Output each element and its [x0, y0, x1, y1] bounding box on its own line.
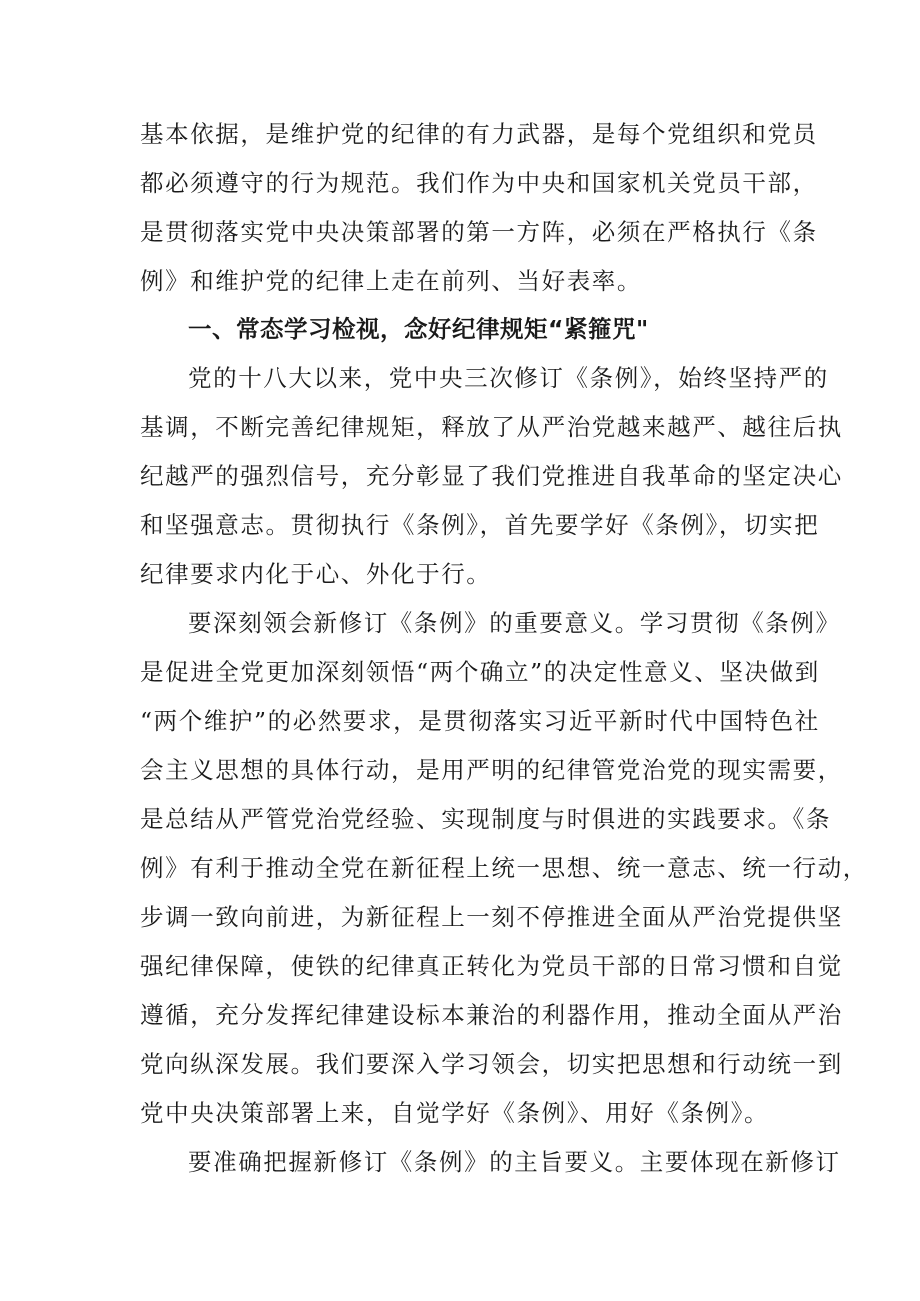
- text-line: 基调，不断完善纪律规矩，释放了从严治党越来越严、越往后执: [140, 413, 843, 441]
- text-line: 例》和维护党的纪律上走在前列、当好表率。: [140, 267, 642, 295]
- paragraph-first-line: 要准确把握新修订《条例》的主旨要义。主要体现在新修订: [188, 1148, 841, 1176]
- text-line: 会主义思想的具体行动，是用严明的纪律管党治党的现实需要，: [140, 756, 843, 784]
- paragraph-first-line: 要深刻领会新修订《条例》的重要意义。学习贯彻《条例》: [188, 609, 841, 637]
- text-line: 纪越严的强烈信号，充分彰显了我们党推进自我革命的坚定决心: [140, 462, 843, 490]
- text-line: 例》有利于推动全党在新征程上统一思想、统一意志、统一行动，: [140, 854, 868, 882]
- text-line: 纪律要求内化于心、外化于行。: [140, 560, 492, 588]
- text-line: 遵循，充分发挥纪律建设标本兼治的利器作用，推动全面从严治: [140, 1001, 843, 1029]
- text-line: 是贯彻落实党中央决策部署的第一方阵，必须在严格执行《条: [140, 218, 818, 246]
- text-line: 是总结从严管党治党经验、实现制度与时俱进的实践要求。《条: [140, 805, 832, 833]
- text-line: “两个维护”的必然要求，是贯彻落实习近平新时代中国特色社: [140, 707, 820, 735]
- text-line: 基本依据，是维护党的纪律的有力武器，是每个党组织和党员: [140, 120, 818, 148]
- text-line: 是促进全党更加深刻领悟“两个确立”的决定性意义、坚决做到: [140, 658, 820, 686]
- text-line: 步调一致向前进，为新征程上一刻不停推进全面从严治党提供坚: [140, 903, 843, 931]
- paragraph-first-line: 党的十八大以来，党中央三次修订《条例》，始终坚持严的: [188, 364, 829, 392]
- text-line: 党中央决策部署上来，自觉学好《条例》、用好《条例》。: [140, 1099, 770, 1127]
- text-line: 都必须遵守的行为规范。我们作为中央和国家机关党员干部，: [140, 169, 818, 197]
- section-heading: 一、常态学习检视，念好纪律规矩“紧箍咒": [188, 315, 649, 343]
- text-line: 和坚强意志。贯彻执行《条例》，首先要学好《条例》，切实把: [140, 511, 820, 539]
- text-line: 强纪律保障，使铁的纪律真正转化为党员干部的日常习惯和自觉: [140, 952, 843, 980]
- text-line: 党向纵深发展。我们要深入学习领会，切实把思想和行动统一到: [140, 1050, 843, 1078]
